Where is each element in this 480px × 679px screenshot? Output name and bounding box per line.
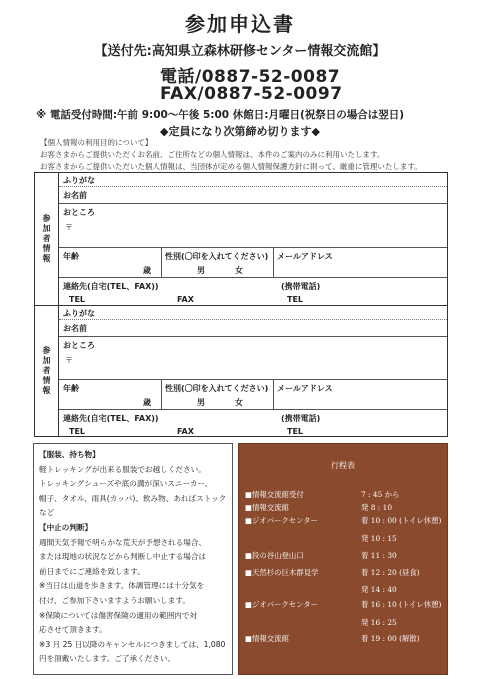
contact-row: 連絡先(自宅(TEL、FAX)) (携帯電話) TEL FAX TEL [63,414,321,436]
notes-line: 前日までにご連絡を致します。 [39,566,145,576]
home-tel-field[interactable]: TEL [69,427,86,436]
schedule-row: ■情報交流館 着 19 : 00 (解散) [245,634,420,643]
email-field[interactable]: メールアドレス [277,384,333,393]
email-field[interactable]: メールアドレス [277,252,333,261]
furigana-field[interactable]: ふりがな [59,306,447,320]
home-fax-field[interactable]: FAX [177,295,194,304]
address-field[interactable]: おところ 〒 [59,204,447,248]
schedule-box [238,443,448,675]
notes-line: または現地の状況などから判断し中止する場合は [39,552,207,562]
sender-address: 【送付先:高知県立森林研修センター情報交流館】 [94,44,386,59]
notes-line: など [39,508,55,518]
gender-male-option[interactable]: 男 [197,266,205,275]
age-field[interactable]: 歳 [143,266,151,275]
schedule-row: ■ジオパークセンター 着 16 : 10 (トイレ休憩) [245,600,442,609]
privacy-heading: 【個人情報の利用目的について】 [40,138,153,147]
notes-box [33,443,233,675]
privacy-line: お客さまからご提供いただいた個人情報は、当団体が定める個人情報保護方針に則って、厳重に管理いたします。 [40,162,422,171]
gender-female-option[interactable]: 女 [235,398,243,407]
notes-line: 円を頂戴いたします。ご了承ください。 [39,654,176,664]
mobile-tel-field[interactable]: TEL [287,427,304,436]
deadline-notice: ◆定員になり次第締め切ります◆ [160,125,320,138]
cancellation-heading: 【中止の判断】 [39,522,93,532]
notes-line: 帽子、タオル、雨具(カッパ)、飲み物、あればストック [39,493,227,503]
schedule-row: ■天然杉の巨木群見学 着 12 : 20 (昼食) [245,568,420,577]
gender-male-option[interactable]: 男 [197,398,205,407]
notes-line: 軽トレッキングが出来る服装でお越しください。 [39,464,206,474]
address-field[interactable]: おところ 〒 [59,337,447,380]
mobile-tel-field[interactable]: TEL [287,295,304,304]
schedule-row: 発 14 : 40 [361,585,397,594]
participant-form-1 [34,172,448,306]
furigana-field[interactable]: ふりがな [59,173,447,187]
notes-line: 週間天気予報で明らかな荒天が予想される場合、 [39,537,207,547]
age-gender-email-row: 年齢 歳 性別(〇印を入れてください) 男 女 メールアドレス [59,380,447,410]
privacy-line: お客さまからご提供いただくお名前、ご住所などの個人情報は、本件のご案内のみに利用いたします。 [40,150,385,159]
participant-form-2 [34,305,448,437]
schedule-row: ■情報交流館受付 7 : 45 から [245,490,400,499]
privacy-notice [40,137,422,173]
schedule-row: ■ジオパークセンター 着 10 : 00 (トイレ休憩) [245,516,442,525]
name-field[interactable]: お名前 [59,320,447,337]
age-gender-email-row: 年齢 歳 性別(〇印を入れてください) 男 女 メールアドレス [59,248,447,278]
phone-number: 電話/0887-52-0087 [160,67,341,87]
gender-female-option[interactable]: 女 [235,266,243,275]
home-fax-field[interactable]: FAX [177,427,194,436]
notes-line: ※3 月 25 日以降のキャンセルにつきましては、1,080 [39,639,226,649]
notes-line: 付け、ご参加下さいますようお願いします。 [39,595,190,605]
reception-hours: ※ 電話受付時間:午前 9:00〜午後 5:00 休館日:月曜日(祝祭日の場合は翌日) [36,109,405,121]
age-field[interactable]: 歳 [143,398,151,407]
contact-row: 連絡先(自宅(TEL、FAX)) (携帯電話) TEL FAX TEL [63,282,321,304]
notes-line: 応させて頂きます。 [39,625,107,635]
notes-line: ※当日は山道を歩きます。体調管理には十分気を [39,581,205,591]
clothing-heading: 【服装、持ち物】 [39,450,100,459]
home-tel-field[interactable]: TEL [69,295,86,304]
participant-side-label: 参加者情報 [35,306,59,436]
page-title: 参加申込書 [185,12,295,36]
participant-side-label: 参加者情報 [35,173,59,305]
notes-line: トレッキングシューズや底の溝が深いスニーカー、 [39,479,213,489]
notes-line: ※保険については傷害保険の適用の範囲内で対 [39,610,198,620]
schedule-row: ■段の谷山登山口 着 11 : 30 [245,551,397,560]
schedule-row: 発 10 : 15 [361,534,397,543]
name-field[interactable]: お名前 [59,187,447,204]
schedule-row: 発 16 : 25 [361,618,397,627]
schedule-title: 行程表 [331,461,355,470]
fax-number: FAX/0887-52-0097 [160,84,343,104]
schedule-row: ■情報交流館 発 8 : 10 [245,503,393,512]
